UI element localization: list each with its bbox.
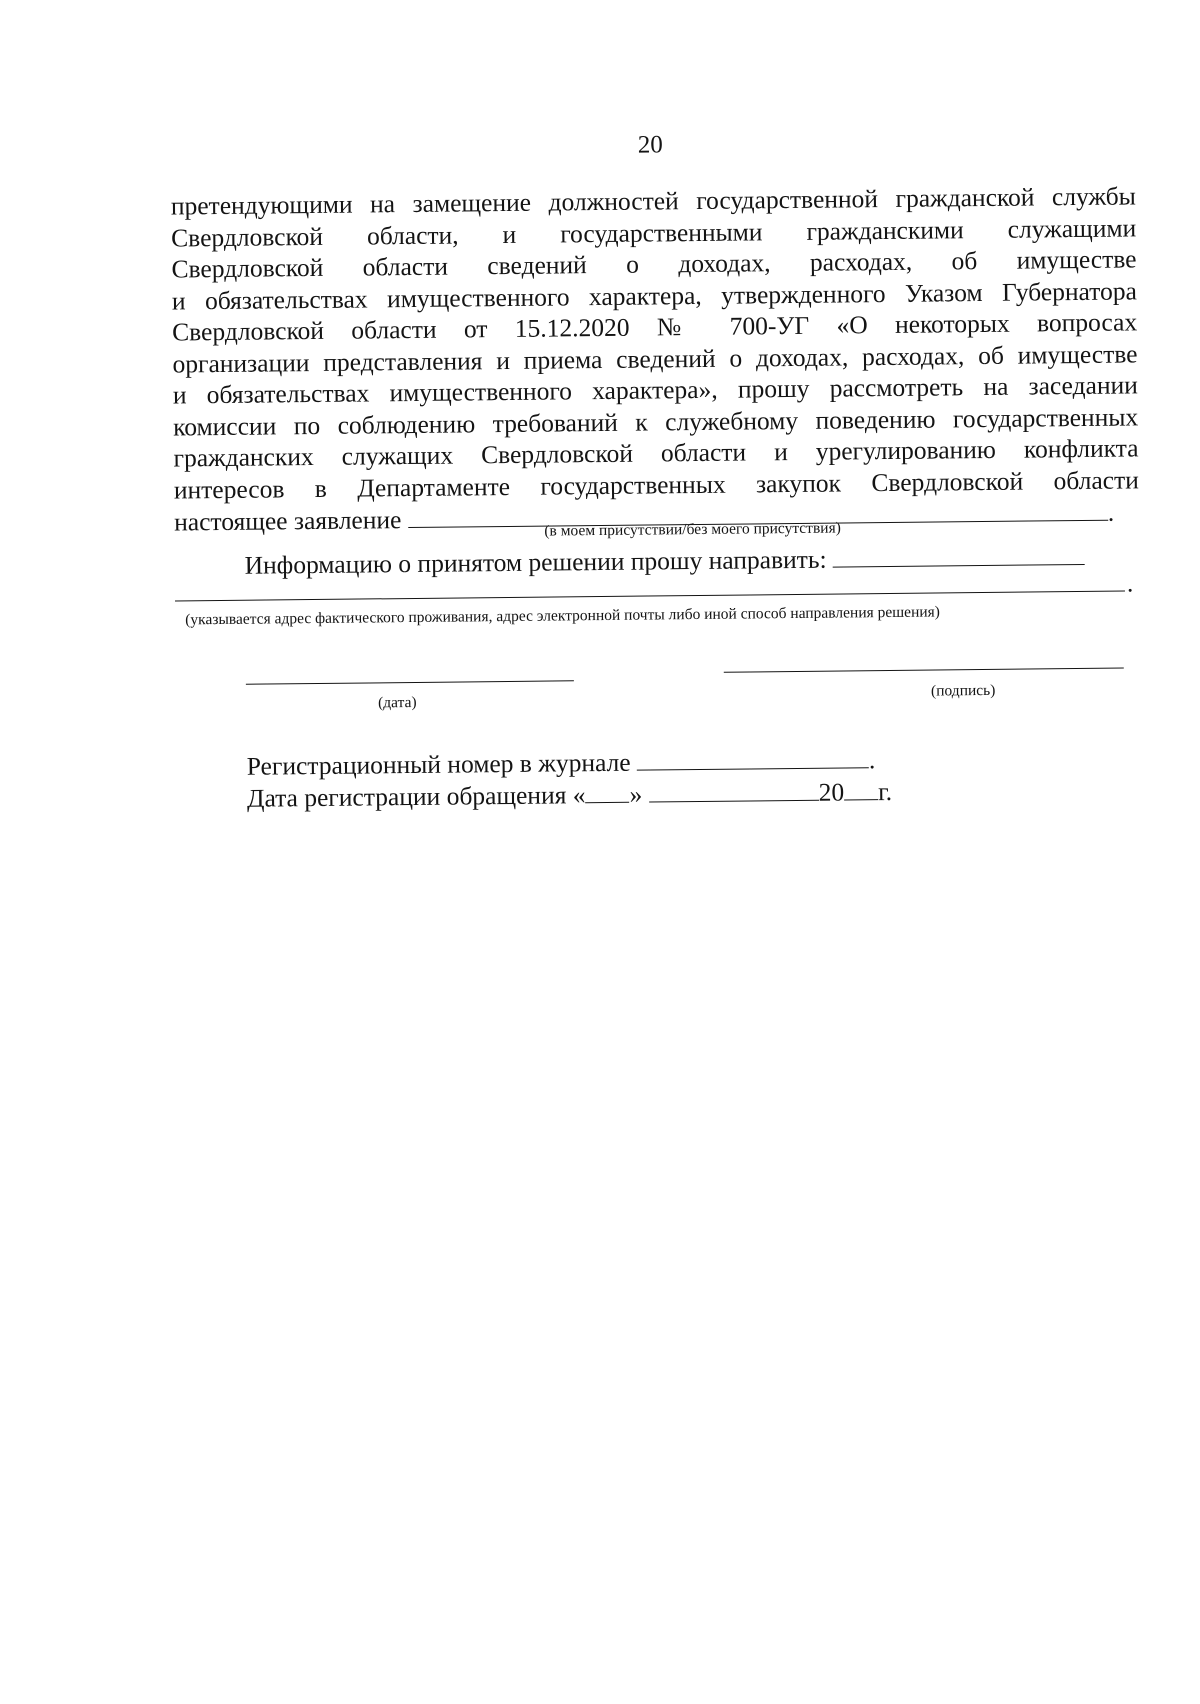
decision-delivery-blank-field[interactable] — [833, 540, 1085, 568]
paragraph-line: Свердловской области сведений о доходах, расходах, об имуществе — [171, 244, 1137, 284]
registration-number-blank-field[interactable] — [637, 743, 869, 770]
statement-paragraph — [171, 180, 1140, 538]
paragraph-line: интересов в Департаменте государственных закупок Свердловской области — [173, 464, 1139, 504]
address-caption: (указывается адрес фактического проживания, адрес электронной почты либо иной способ направления решения) — [185, 603, 940, 629]
registration-date-label: Дата регистрации обращения « — [246, 780, 586, 813]
paragraph-line: гражданских служащих Свердловской области и урегулированию конфликта — [173, 433, 1139, 473]
paragraph-line: организации представления и приема сведений о доходах, расходах, об имуществе — [172, 338, 1138, 378]
address-blank-field[interactable] — [175, 591, 1125, 602]
year-prefix: 20 — [818, 777, 845, 807]
year-blank-field[interactable] — [844, 775, 878, 800]
day-blank-field[interactable] — [585, 778, 629, 803]
month-blank-field[interactable] — [648, 776, 818, 803]
paragraph-line: комиссии по соблюдению требований к служебному поведению государственных — [173, 401, 1139, 441]
paragraph-line: Свердловской области, и государственными гражданскими служащими — [171, 212, 1137, 252]
date-caption: (дата) — [378, 693, 417, 712]
paragraph-line: претендующими на замещение должностей государственной гражданской службы — [170, 181, 1136, 221]
registration-number-end: . — [868, 745, 876, 775]
paragraph-line: и обязательствах имущественного характера», прошу рассмотреть на заседании — [172, 370, 1138, 410]
info-request-line — [244, 540, 1085, 581]
registration-number-label: Регистрационный номер в журнале — [246, 747, 631, 781]
registration-date-quote-close: » — [629, 779, 643, 809]
registration-date-line — [247, 775, 892, 814]
info-request-label: Информацию о принятом решении прошу направить: — [244, 544, 827, 580]
statement-end: . — [1107, 497, 1115, 527]
presence-caption: (в моем присутствии/без моего присутствия) — [544, 519, 841, 540]
paragraph-line: Свердловской области от 15.12.2020 № 700-УГ «О некоторых вопросах — [172, 307, 1138, 347]
year-suffix: г. — [877, 776, 893, 807]
signature-caption: (подпись) — [930, 681, 996, 700]
signature-blank-field[interactable] — [724, 668, 1124, 673]
date-blank-field[interactable] — [246, 680, 574, 684]
address-end: . — [1126, 568, 1134, 598]
paragraph-line: и обязательствах имущественного характера, утвержденного Указом Губернатора — [171, 275, 1137, 315]
statement-prefix: настоящее заявление — [174, 505, 402, 537]
page-number: 20 — [637, 131, 663, 159]
